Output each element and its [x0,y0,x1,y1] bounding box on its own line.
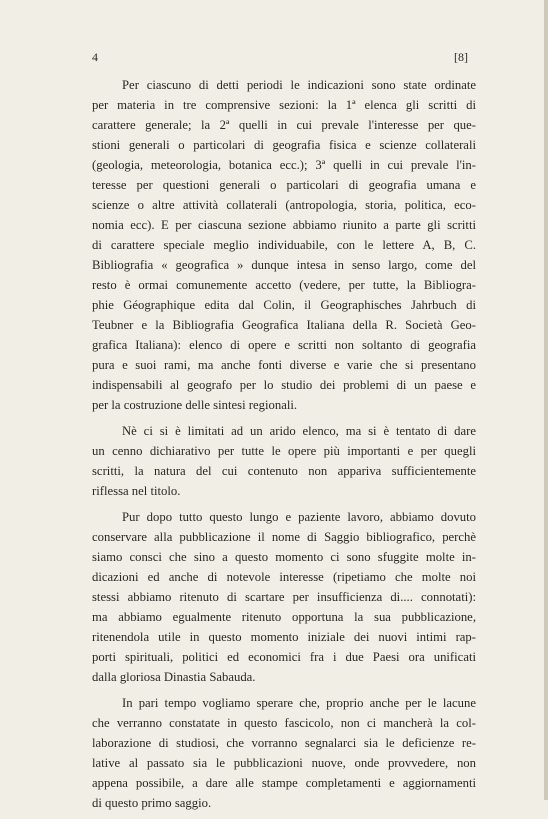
text-line: un cenno dichiarativo per tutte le opere più importanti e per quegli [92,444,476,458]
text-line: per materia in tre comprensive sezioni: la 1ª elenca gli scritti di [92,98,476,112]
text-line: Per ciascuno di detti periodi le indicazioni sono state ordinate [122,78,476,92]
text-line: di questo primo saggio. [92,796,212,810]
text-line: scritti, la natura del cui contenuto non appariva sufficientemente [92,464,476,478]
text-line: ritenendola utile in questo momento iniziale dei nuovi intimi rap- [92,630,476,644]
text-line: porti spirituali, politici ed economici fra i due Paesi ora unificati [92,650,476,664]
text-line: pura e suoi rami, ma anche fonti diverse e varie che si presentano [92,358,476,372]
text-line: dicazioni ed anche di notevole interesse (ripetiamo che molte noi [92,570,476,584]
text-line: Teubner e la Bibliografia Geografica Italiana della R. Società Geo- [92,318,476,332]
text-line: Pur dopo tutto questo lungo e paziente lavoro, abbiamo dovuto [122,510,476,524]
text-line: siamo consci che sino a questo momento ci sono sfuggite molte in- [92,550,476,564]
page-header [92,50,468,66]
text-line: nomia ecc). E per ciascuna sezione abbiamo riunito a parte gli scritti [92,218,476,232]
text-line: Nè ci si è limitati ad un arido elenco, ma si è tentato di dare [122,424,476,438]
text-line: lative al passato sia le pubblicazioni nuove, onde provvedere, non [92,756,476,770]
text-line: phie Géographique edita dal Colin, il Geographisches Jahrbuch di [92,298,476,312]
text-line: laborazione di studiosi, che vorranno segnalarci sia le deficienze re- [92,736,476,750]
text-line: appena possibile, a dare alle stampe completamenti e aggiornamenti [92,776,476,790]
text-line: di carattere speciale meglio individuabile, con le lettere A, B, C. [92,238,476,252]
text-line: Bibliografia « geografica » dunque intesa in senso largo, come del [92,258,476,272]
body-text [92,75,476,819]
text-line: (geologia, meteorologia, botanica ecc.); 3ª quelli in cui prevale l'in- [92,158,476,172]
paragraph [92,693,476,813]
page-edge-shadow [544,0,548,800]
text-line: teresse per questioni generali o particolari di geografia umana e [92,178,476,192]
text-line: conservare alla pubblicazione il nome di Saggio bibliografico, perchè [92,530,476,544]
text-line: scienze o altre attività collaterali (antropologia, storia, politica, eco- [92,198,476,212]
text-line: indispensabili al geografo per lo studio dei problemi di un paese e [92,378,476,392]
text-line: carattere generale; la 2ª quelli in cui prevale l'interesse per que- [92,118,476,132]
paragraph [92,421,476,501]
text-line: resto è ormai comunemente accetto (vedere, per tutte, la Bibliogra- [92,278,476,292]
text-line: grafica Italiana): elenco di opere e scritti non soltanto di geografia [92,338,476,352]
section-mark: [8] [454,50,468,64]
page-number: 4 [92,50,98,64]
text-line: stioni generali o particolari di geografia fisica e scienze collaterali [92,138,476,152]
paragraph [92,75,476,415]
text-line: In pari tempo vogliamo sperare che, proprio anche per le lacune [122,696,476,710]
text-line: riflessa nel titolo. [92,484,181,498]
text-line: dalla gloriosa Dinastia Sabauda. [92,670,256,684]
text-line: stessi abbiamo ritenuto di scartare per insufficienza di.... connotati): [92,590,476,604]
text-line: ma abbiamo egualmente ritenuto opportuna la sua pubblicazione, [92,610,476,624]
text-line: per la costruzione delle sintesi regionali. [92,398,298,412]
paragraph [92,507,476,687]
text-line: che verranno constatate in questo fascicolo, non ci mancherà la col- [92,716,476,730]
